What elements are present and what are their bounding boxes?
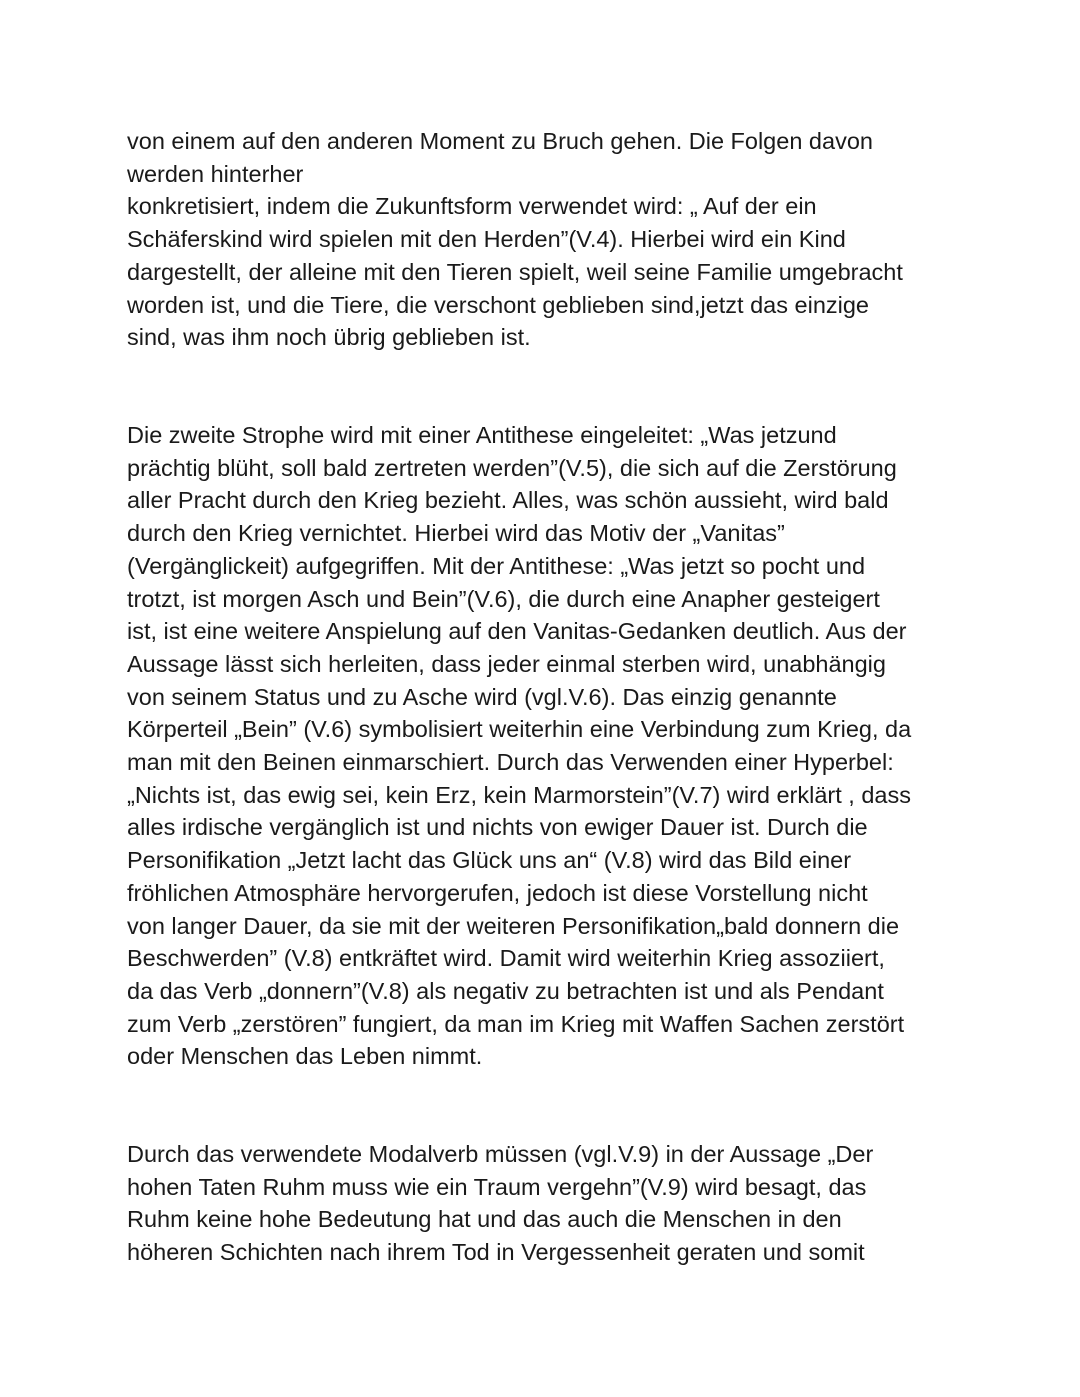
text-line: (Vergänglickeit) aufgegriffen. Mit der Antithese: „Was jetzt so pocht und [127,552,866,579]
text-line: Schäferskind wird spielen mit den Herden”(V.4). Hierbei wird ein Kind [127,226,846,253]
text-line: Beschwerden” (V.8) entkräftet wird. Damit wird weiterhin Krieg assoziiert, [127,945,885,972]
text-line: Ruhm keine hohe Bedeutung hat und das auch die Menschen in den [127,1206,842,1233]
text-line: Die zweite Strophe wird mit einer Antithese eingeleitet: „Was jetzund [127,422,837,448]
text-line: man mit den Beinen einmarschiert. Durch das Verwenden einer Hyperbel: [127,749,894,776]
text-line: sind, was ihm noch übrig geblieben ist. [127,324,531,351]
text-line: zum Verb „zerstören” fungiert, da man im Krieg mit Waffen Sachen zerstört [127,1010,905,1037]
paragraph-3 [127,1138,967,1269]
text-line: von seinem Status und zu Asche wird (vgl.V.6). Das einzig genannte [127,683,837,710]
text-line: ist, ist eine weitere Anspielung auf den Vanitas-Gedanken deutlich. Aus der [127,618,907,645]
text-line: aller Pracht durch den Krieg bezieht. Alles, was schön aussieht, wird bald [127,487,889,514]
text-line: oder Menschen das Leben nimmt. [127,1043,483,1070]
text-line: von langer Dauer, da sie mit der weiteren Personifikation„bald donnern die [127,912,900,939]
text-line: fröhlichen Atmosphäre hervorgerufen, jedoch ist diese Vorstellung nicht [127,879,868,906]
text-line: von einem auf den anderen Moment zu Bruch gehen. Die Folgen davon [127,128,873,154]
text-line: prächtig blüht, soll bald zertreten werden”(V.5), die sich auf die Zerstörung [127,454,897,481]
text-line: „Nichts ist, das ewig sei, kein Erz, kein Marmorstein”(V.7) wird erklärt , dass [127,781,912,808]
text-line: da das Verb „donnern”(V.8) als negativ zu betrachten ist und als Pendant [127,977,884,1004]
text-line: trotzt, ist morgen Asch und Bein”(V.6), die durch eine Anapher gesteigert [127,585,880,612]
text-line: Aussage lässt sich herleiten, dass jeder einmal sterben wird, unabhängig [127,650,886,677]
text-line: werden hinterher [127,160,304,187]
text-line: konkretisiert, indem die Zukunftsform verwendet wird: „ Auf der ein [127,193,817,220]
paragraph-1 [127,125,967,354]
text-line: alles irdische vergänglich ist und nichts von ewiger Dauer ist. Durch die [127,814,868,841]
text-line: Personifikation „Jetzt lacht das Glück uns an“ (V.8) wird das Bild einer [127,847,852,874]
text-line: dargestellt, der alleine mit den Tieren spielt, weil seine Familie umgebracht [127,258,903,285]
text-line: durch den Krieg vernichtet. Hierbei wird das Motiv der „Vanitas” [127,520,785,547]
text-line: höheren Schichten nach ihrem Tod in Vergessenheit geraten und somit [127,1239,865,1266]
paragraph-2 [127,419,967,1073]
text-line: worden ist, und die Tiere, die verschont geblieben sind,jetzt das einzige [127,291,870,318]
text-line: hohen Taten Ruhm muss wie ein Traum vergehn”(V.9) wird besagt, das [127,1173,867,1200]
text-line: Durch das verwendete Modalverb müssen (vgl.V.9) in der Aussage „Der [127,1141,874,1167]
text-line: Körperteil „Bein” (V.6) symbolisiert weiterhin eine Verbindung zum Krieg, da [127,716,912,743]
